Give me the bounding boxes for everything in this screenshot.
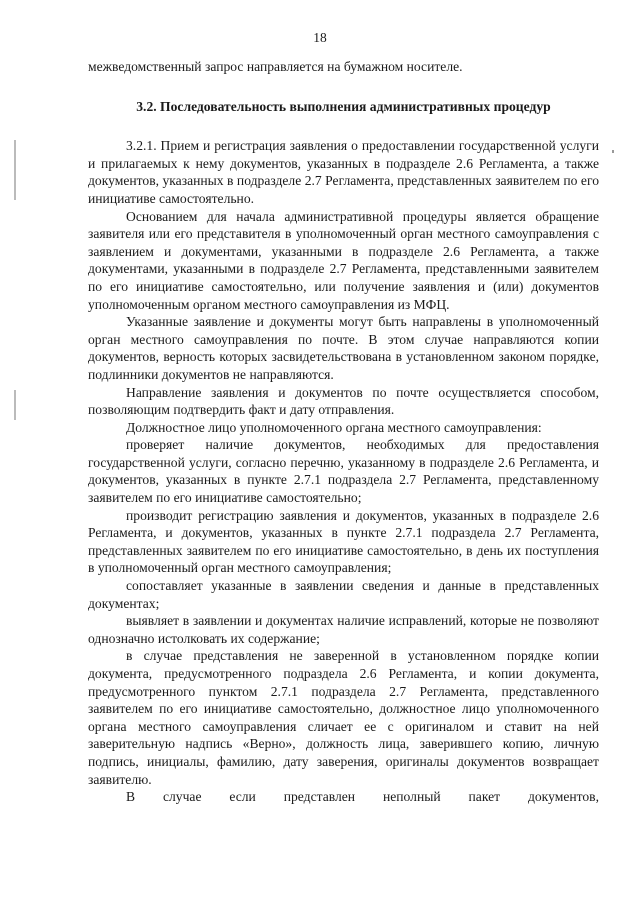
document-body: [88, 58, 599, 806]
list-item: выявляет в заявлении и документах наличие исправлений, которые не позволяют однозначно истолковать их содержание;: [88, 613, 599, 646]
list-item: проверяет наличие документов, необходимых для предоставления государственной услуги, согласно перечню, указанному в подразделе 2.6 Регламента, и документов, указанных в пункте 2.7.1 подраздела 2.7 Регламента, представленному заявителем по его инициативе самостоятельно;: [88, 437, 599, 506]
scan-edge-mark: [14, 390, 16, 420]
paragraph: 3.2.1. Прием и регистрация заявления о предоставлении государственной услуги и прилагаемых к нему документов, указанных в подразделе 2.6 Регламента, а также документов, указанных в подразделе 2.7 Регламента, представленных заявителем по его инициативе самостоятельно.: [88, 138, 599, 206]
paragraph: Направление заявления и документов по почте осуществляется способом, позволяющим подтвердить факт и дату отправления.: [88, 384, 599, 418]
paragraph: Основанием для начала административной процедуры является обращение заявителя или его представителя в уполномоченный орган местного самоуправления с заявлением и документами, указанными в подразделе 2.6 Регламента, а также документами, указанными в подразделе 2.7 Регламента, представленными заявителем по его инициативе самостоятельно, или получение заявления и (или) документов уполномоченным органом местного самоуправления из МФЦ.: [88, 208, 599, 312]
list-item: сопоставляет указанные в заявлении сведения и данные в представленных документах;: [88, 578, 599, 611]
paragraph: В случае если представлен неполный пакет документов,: [126, 789, 599, 805]
paragraph: Должностное лицо уполномоченного органа местного самоуправления:: [126, 419, 542, 435]
scan-edge-mark: [14, 140, 16, 200]
list-item: производит регистрацию заявления и документов, указанных в подразделе 2.6 Регламента, и документов, указанных в пункте 2.7.1 подраздела 2.7 Регламента, представленных заявителем по его инициативе самостоятельно, в день их поступления в уполномоченный орган местного самоуправления;: [88, 507, 599, 576]
paragraph: Указанные заявление и документы могут быть направлены в уполномоченный орган местного самоуправления по почте. В этом случае направляются копии документов, верность которых засвидетельствована в установленном законом порядке, подлинники документов не направляются.: [88, 314, 599, 382]
section-heading: 3.2. Последовательность выполнения административных процедур: [136, 98, 551, 114]
scan-artifact: [612, 150, 614, 153]
list-item: в случае представления не заверенной в установленном порядке копии документа, предусмотренного подраздела 2.6 Регламента, и копии документа, предусмотренного пунктом 2.7.1 подраздела 2.7 Регламента, представленного заявителем по его инициативе самостоятельно, должностное лицо уполномоченного органа местного самоуправления сличает ее с оригиналом и ставит на ней заверительную надпись «Верно», должность лица, заверившего копию, личную подпись, инициалы, фамилию, дату заверения, оригиналы документов возвращает заявителю.: [88, 648, 599, 787]
page-number: 18: [313, 30, 327, 45]
paragraph: межведомственный запрос направляется на бумажном носителе.: [88, 59, 463, 74]
